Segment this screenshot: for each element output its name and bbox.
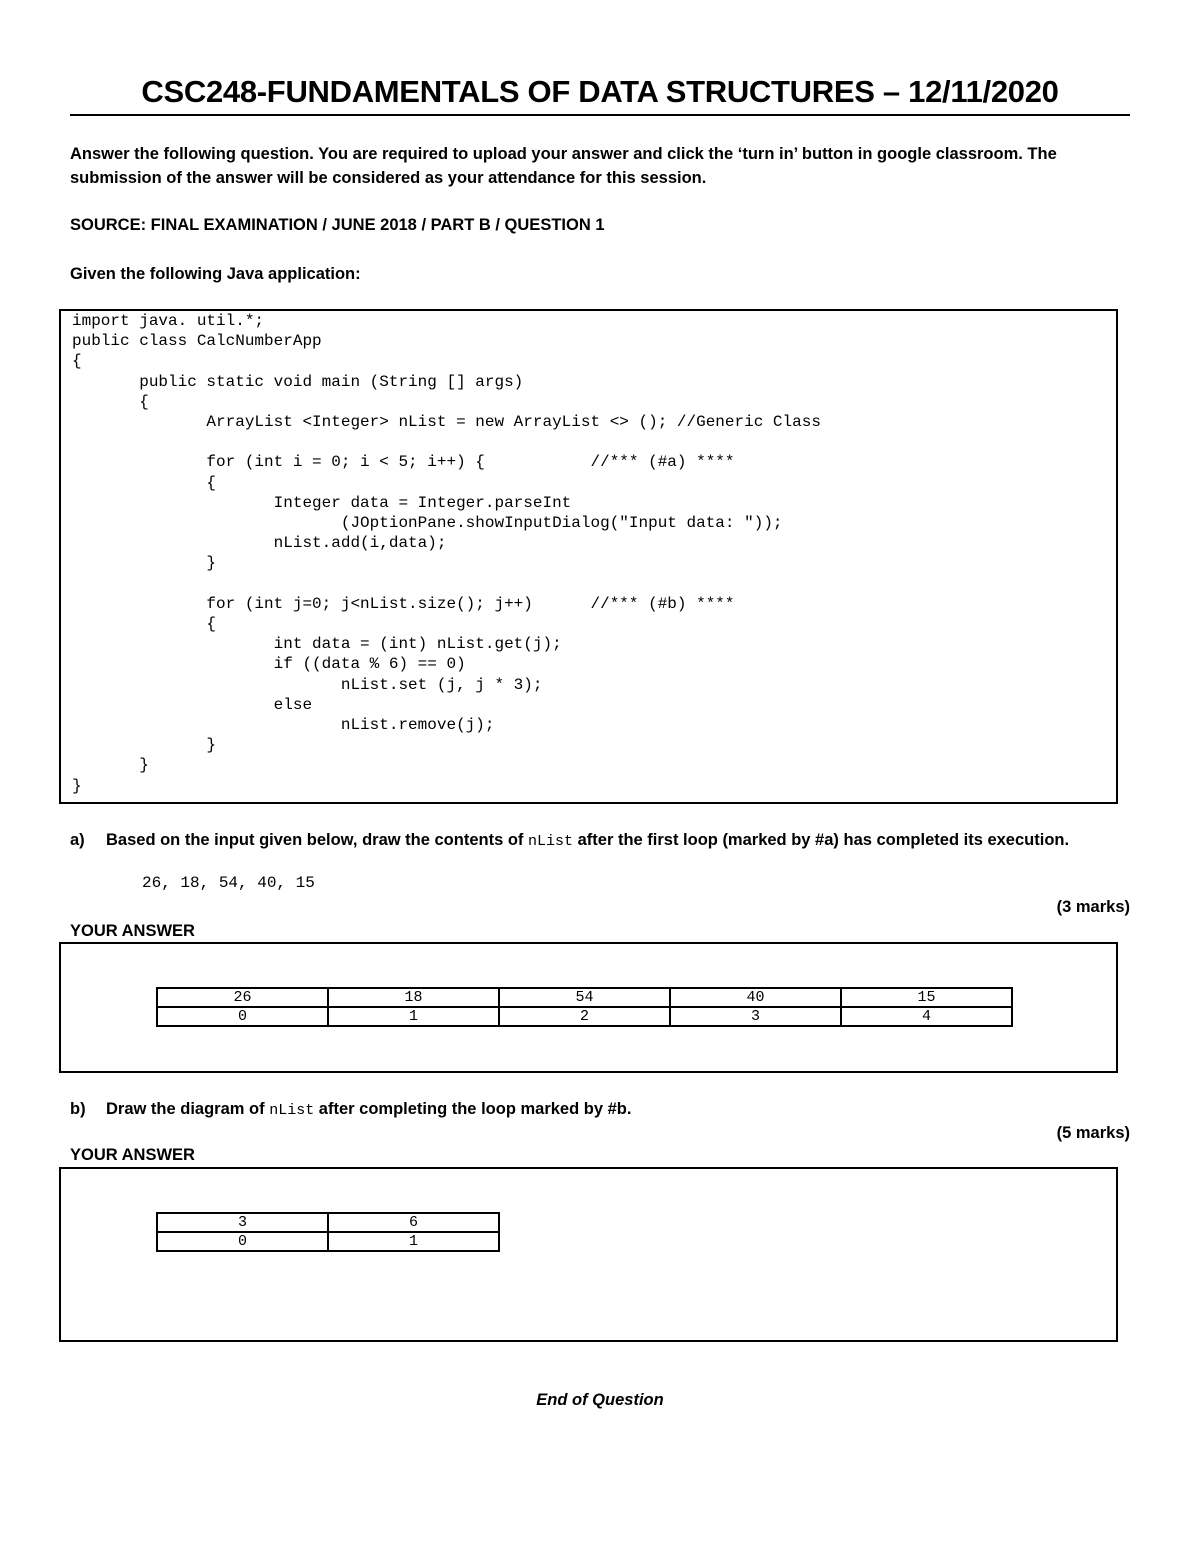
answer-label-a: YOUR ANSWER (70, 922, 195, 940)
answer-label-b: YOUR ANSWER (70, 1146, 195, 1164)
array-a-value: 40 (670, 988, 841, 1007)
input-values: 26, 18, 54, 40, 15 (142, 874, 315, 892)
source-line: SOURCE: FINAL EXAMINATION / JUNE 2018 / PART B / QUESTION 1 (70, 216, 605, 234)
array-a-value: 26 (157, 988, 328, 1007)
answer-box-b (59, 1167, 1118, 1342)
instructions-line-2: submission of the answer will be considered as your attendance for this session. (70, 169, 707, 187)
code-box (59, 309, 1118, 804)
array-a-value: 15 (841, 988, 1012, 1007)
question-a-text-after: after the first loop (marked by #a) has completed its execution. (573, 831, 1070, 849)
instructions-line-1: Answer the following question. You are required to upload your answer and click the ‘turn in’ button in google classroom. The (70, 145, 1057, 163)
marks-a: (3 marks) (1056, 898, 1130, 916)
title-underline (70, 114, 1130, 116)
marks-b: (5 marks) (1056, 1124, 1130, 1142)
end-of-question: End of Question (536, 1391, 664, 1409)
given-line: Given the following Java application: (70, 265, 361, 283)
question-a-code-word: nList (528, 833, 574, 850)
question-b-code-word: nList (269, 1102, 315, 1119)
question-b-text-before: Draw the diagram of (106, 1100, 270, 1118)
instructions (70, 142, 1130, 190)
array-b-value: 6 (328, 1213, 499, 1232)
array-diagram-a (156, 987, 1013, 1027)
array-b-index-row (157, 1232, 499, 1251)
array-b-value: 3 (157, 1213, 328, 1232)
array-b-values-row (157, 1213, 499, 1232)
array-b-index: 1 (328, 1232, 499, 1251)
question-a-label: a) (70, 831, 85, 849)
question-a-text-before: Based on the input given below, draw the contents of (106, 831, 528, 849)
array-a-index: 0 (157, 1007, 328, 1026)
answer-box-a (59, 942, 1118, 1073)
array-b-index: 0 (157, 1232, 328, 1251)
array-a-index-row (157, 1007, 1012, 1026)
question-b-text-after: after completing the loop marked by #b. (314, 1100, 632, 1118)
question-b-label: b) (70, 1100, 86, 1118)
array-diagram-b (156, 1212, 500, 1252)
array-a-values-row (157, 988, 1012, 1007)
question-a (70, 828, 1069, 854)
page-title: CSC248-FUNDAMENTALS OF DATA STRUCTURES – 12/11/2020 (141, 74, 1059, 109)
array-a-index: 3 (670, 1007, 841, 1026)
java-code: import java. util.*; public class CalcNumberApp { public static void main (String [] args) { ArrayList <Integer> nList = new ArrayList <> (); //Generic Class for (int i = 0; i < 5; i++) { //*** (#a) **** { Integer data = Integer.parseInt (JOptionPane.showInputDialog("Input data: ")); nList.add(i,data); } for (int j=0; j<nList.size(); j++) //*** (#b) **** { int data = (int) nList.get(j); if ((data % 6) == 0) nList.set (j, j * 3); else nList.remove(j); } } } (72, 312, 821, 795)
array-a-index: 4 (841, 1007, 1012, 1026)
array-a-value: 18 (328, 988, 499, 1007)
array-a-index: 2 (499, 1007, 670, 1026)
array-a-index: 1 (328, 1007, 499, 1026)
question-b (70, 1097, 631, 1123)
array-a-value: 54 (499, 988, 670, 1007)
